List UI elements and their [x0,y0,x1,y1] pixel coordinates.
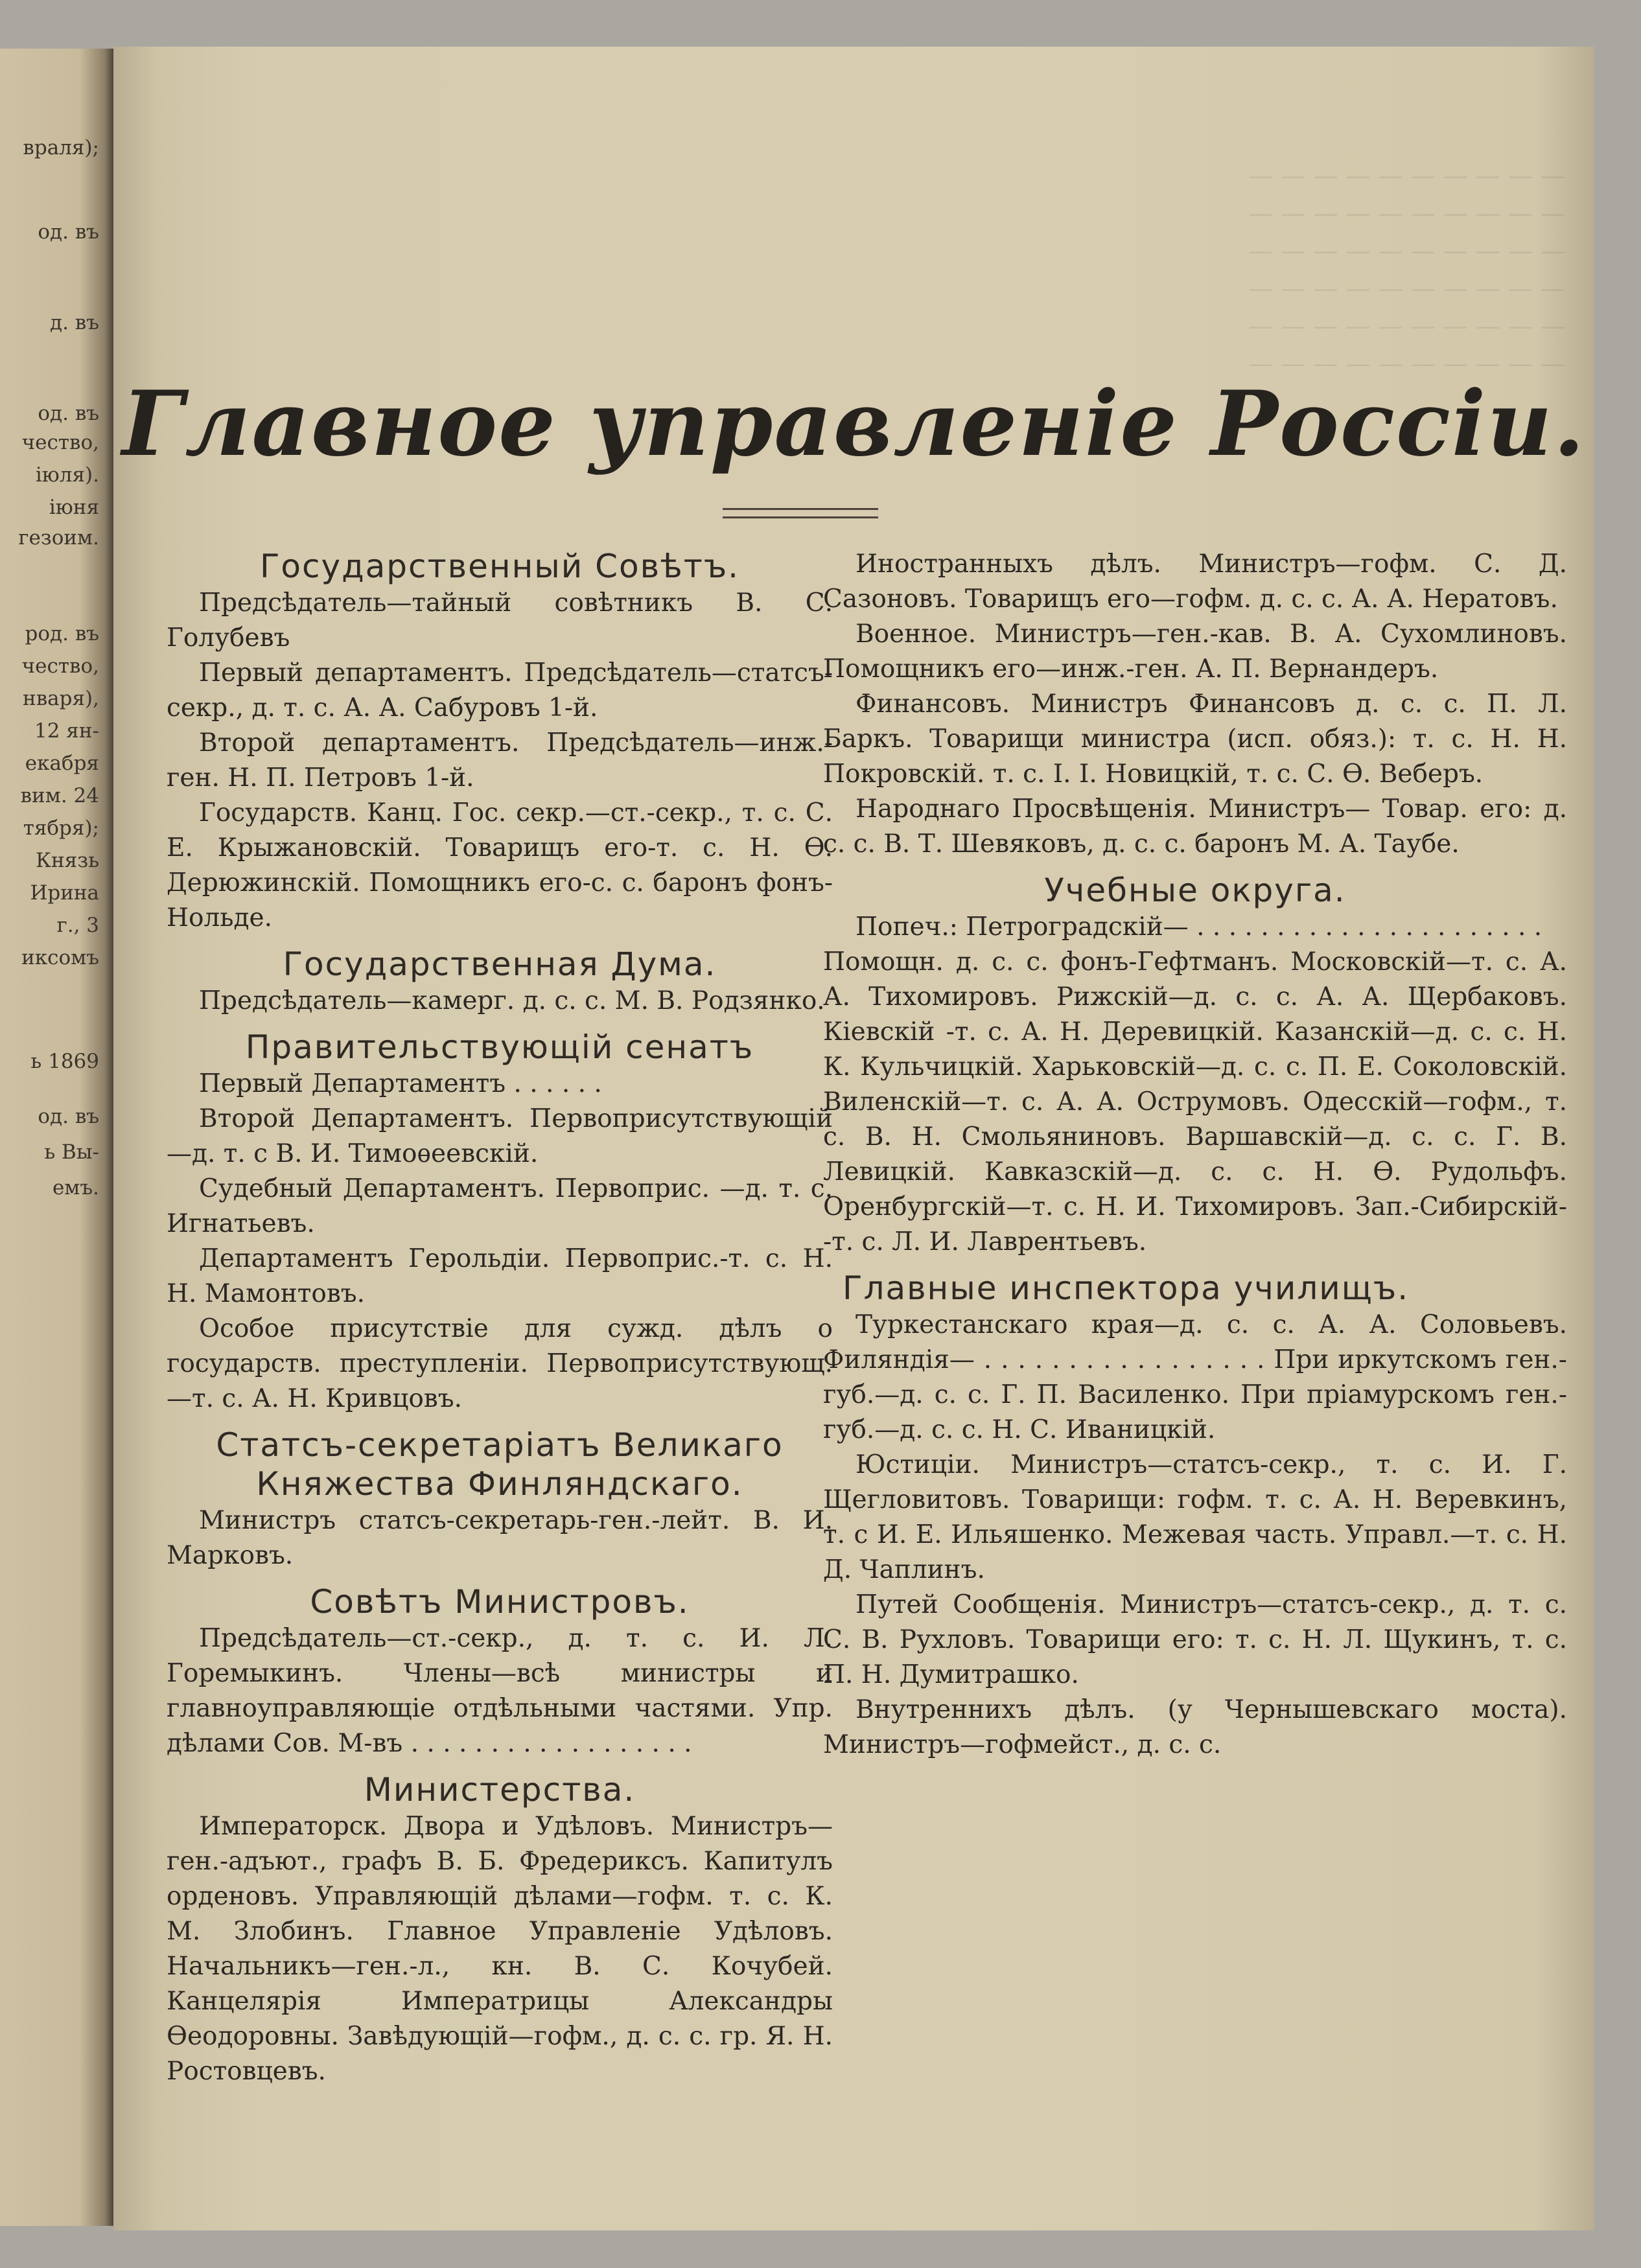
section-gap [167,1573,833,1582]
bleed-line: — — — — — — — — — — [1248,274,1565,303]
prev-page-fragment: Ирина [30,881,99,905]
prev-page-fragment: иксомъ [21,946,99,969]
section-heading: Статсъ-секретаріатъ Великаго Княжества Финляндскаго. [216,1426,784,1503]
paragraph: Второй департаментъ. Предсѣдатель—инж.-ген. Н. П. Петровъ 1-й. [167,728,833,793]
paragraph: Народнаго Просвѣщенія. Министръ— Товар. его: д. с. с. В. Т. Шевяковъ, д. с. с. баронъ М. А. Таубе. [823,794,1567,859]
paragraph: Внутреннихъ дѣлъ. (у Чернышевскаго моста). Министръ—гофмейст., д. с. с. [823,1695,1567,1759]
paragraph: Юстиціи. Министръ—статсъ-секр., т. с. И. Г. Щегловитовъ. Товарищи: гофм. т. с. А. Н. Веревкинъ, т. с И. Е. Ильяшенко. Межевая часть. Управл.—т. с. Н. Д. Чаплинъ. [823,1450,1567,1584]
bleed-line: — — — — — — — — — — [1248,349,1565,378]
paragraph: Первый департаментъ. Предсѣдатель—статсъ-секр., д. т. с. А. А. Сабуровъ 1-й. [167,658,833,723]
left-column [167,547,833,2089]
title-double-rule [723,508,878,518]
paragraph: Помощн. д. с. с. фонъ-Гефтманъ. Московскій—т. с. А. А. Тихомировъ. Рижскій—д. с. с. А. А. Щербаковъ. Кіевскій -т. с. А. Н. Деревицкій. Казанскій—д. с. с. Н. К. Кульчицкій. Харьковскій—д. с. с. П. Е. Соколовскій. Виленскій—т. с. А. А. Острумовъ. Одесскій—гофм., т. с. В. Н. Смольяниновъ. Варшавскій—д. с. с. Г. В. Левицкій. Кавказскій—д. с. с. Н. Ѳ. Рудольфъ. Оренбургскій—т. с. Н. И. Тихомировъ. Зап.-Сибирскій- -т. с. Л. И. Лаврентьевъ. [823,947,1567,1256]
prev-page-fragment: род. въ [25,622,99,645]
prev-page-fragment: іюня [49,496,99,519]
paragraph: Иностранныхъ дѣлъ. Министръ—гофм. С. Д. Сазоновъ. Товарищъ его—гофм. д. с. с. А. А. Нератовъ. [823,550,1567,614]
bleed-line: — — — — — — — — — — [1248,199,1565,227]
prev-page-fragment: од. въ [38,402,99,425]
bleed-line: — — — — — — — — — — [1248,237,1565,265]
prev-page-fragment: вим. 24 [20,784,99,807]
prev-page-fragment: од. въ [38,220,99,244]
prev-page-fragment: гезоим. [18,526,99,550]
prev-page-fragment: Князь [36,849,99,872]
section-heading: Государственный Совѣтъ. [259,548,740,585]
prev-page-fragment: тября); [23,816,99,840]
book-page [113,47,1594,2230]
prev-page-fragment: од. въ [38,1105,99,1128]
prev-page-fragment: емъ. [52,1176,99,1199]
prev-page-fragment: ь Вы- [44,1140,99,1164]
paragraph: Судебный Департаментъ. Первоприс. —д. т. с. Игнатьевъ. [167,1174,833,1238]
prev-page-fragment: д. въ [50,311,99,334]
prev-page-fragment: екабря [25,752,99,775]
section-heading: Государственная Дума. [283,945,717,983]
section-gap [823,862,1567,871]
section-heading: Совѣтъ Министровъ. [310,1583,690,1621]
paragraph: Предсѣдатель—тайный совѣтникъ В. С. Голубевъ [167,588,833,653]
paragraph: Путей Сообщенія. Министръ—статсъ-секр., д. т. с. С. В. Рухловъ. Товарищи его: т. с. Н. Л. Щукинъ, т. с. П. Н. Думитрашко. [823,1590,1567,1689]
page-title: Главное управленіе Россіи. [122,371,1586,476]
paragraph: Туркестанскаго края—д. с. с. А. А. Соловьевъ. Филяндія— . . . . . . . . . . . . . . . . . При иркутскомъ ген.-губ.—д. с. с. Г. П. Василенко. При пріамурскомъ ген.-губ.—д. с. с. Н. С. Иваницкій. [823,1310,1567,1444]
previous-page-edge [0,49,113,2226]
bleed-through-texture [949,157,1565,403]
section-heading: Министерства. [364,1771,636,1809]
section-gap [167,936,833,945]
section-gap [167,1761,833,1770]
section-gap [823,1260,1567,1269]
section-gap [167,1019,833,1028]
prev-page-fragment: чество, [21,654,99,678]
paragraph: Государств. Канц. Гос. секр.—ст.-секр., т. с. С. Е. Крыжановскій. Товарищъ его-т. с. Н. Ѳ. Дерюжинскій. Помощникъ его-с. с. баронъ фонъ-Нольде. [167,798,833,932]
section-heading: Учебные округа. [1044,872,1346,909]
paragraph: Министръ статсъ-секретарь-ген.-лейт. В. И. Марковъ. [167,1506,833,1570]
paragraph: Императорск. Двора и Удѣловъ. Министръ—ген.-адъют., графъ В. Б. Фредериксъ. Капитулъ орденовъ. Управляющій дѣлами—гофм. т. с. К. М. Злобинъ. Главное Управленіе Удѣловъ. Начальникъ—ген.-л., кн. В. С. Кочубей. Канцелярія Императрицы Александры Ѳеодоровны. Завѣдующій—гофм., д. с. с. гр. Я. Н. Ростовцевъ. [167,1812,833,2086]
paragraph: Особое присутствіе для сужд. дѣлъ о государств. преступленіи. Первоприсутствующ.—т. с. А. Н. Кривцовъ. [167,1314,833,1413]
paragraph: Попеч.: Петроградскій— . . . . . . . . . . . . . . . . . . . . . . [855,912,1542,942]
paragraph: Департаментъ Герольдіи. Первоприс.-т. с. Н. Н. Мамонтовъ. [167,1244,833,1308]
bleed-line: — — — — — — — — — — [1248,312,1565,340]
paragraph: Предсѣдатель—камерг. д. с. с. М. В. Родзянко. [199,986,825,1015]
prev-page-fragment: враля); [23,136,99,159]
paragraph: Предсѣдатель—ст.-секр., д. т. с. И. Л. Горемыкинъ. Члены—всѣ министры и главноуправляющіе отдѣльными частями. Упр. дѣлами Сов. М-въ . . . . . . . . . . . . . . . . . . [167,1624,833,1758]
bleed-line: — — — — — — — — — — [1248,161,1565,190]
section-gap [167,1417,833,1426]
prev-page-fragment: ь 1869 [30,1050,99,1073]
paragraph: Второй Департаментъ. Первоприсутствующій—д. т. с В. И. Тимоѳеевскій. [167,1104,833,1168]
prev-page-fragment: іюля). [35,463,99,487]
section-heading: Главные инспектора училищъ. [843,1269,1410,1307]
right-column [823,547,1567,1763]
paragraph: Военное. Министръ—ген.-кав. В. А. Сухомлиновъ. Помощникъ его—инж.-ген. А. П. Вернандеръ. [823,619,1567,684]
paragraph: Финансовъ. Министръ Финансовъ д. с. с. П. Л. Баркъ. Товарищи министра (исп. обяз.): т. с. Н. Н. Покровскій. т. с. І. І. Новицкій, т. с. С. Ѳ. Веберъ. [823,689,1567,789]
section-heading: Правительствующій сенатъ [245,1028,754,1066]
prev-page-fragment: г., 3 [56,914,99,937]
prev-page-fragment: нваря), [23,687,99,710]
paragraph: Первый Департаментъ . . . . . . [199,1069,602,1098]
prev-page-fragment: 12 ян- [34,719,99,743]
prev-page-fragment: чество, [21,431,99,454]
